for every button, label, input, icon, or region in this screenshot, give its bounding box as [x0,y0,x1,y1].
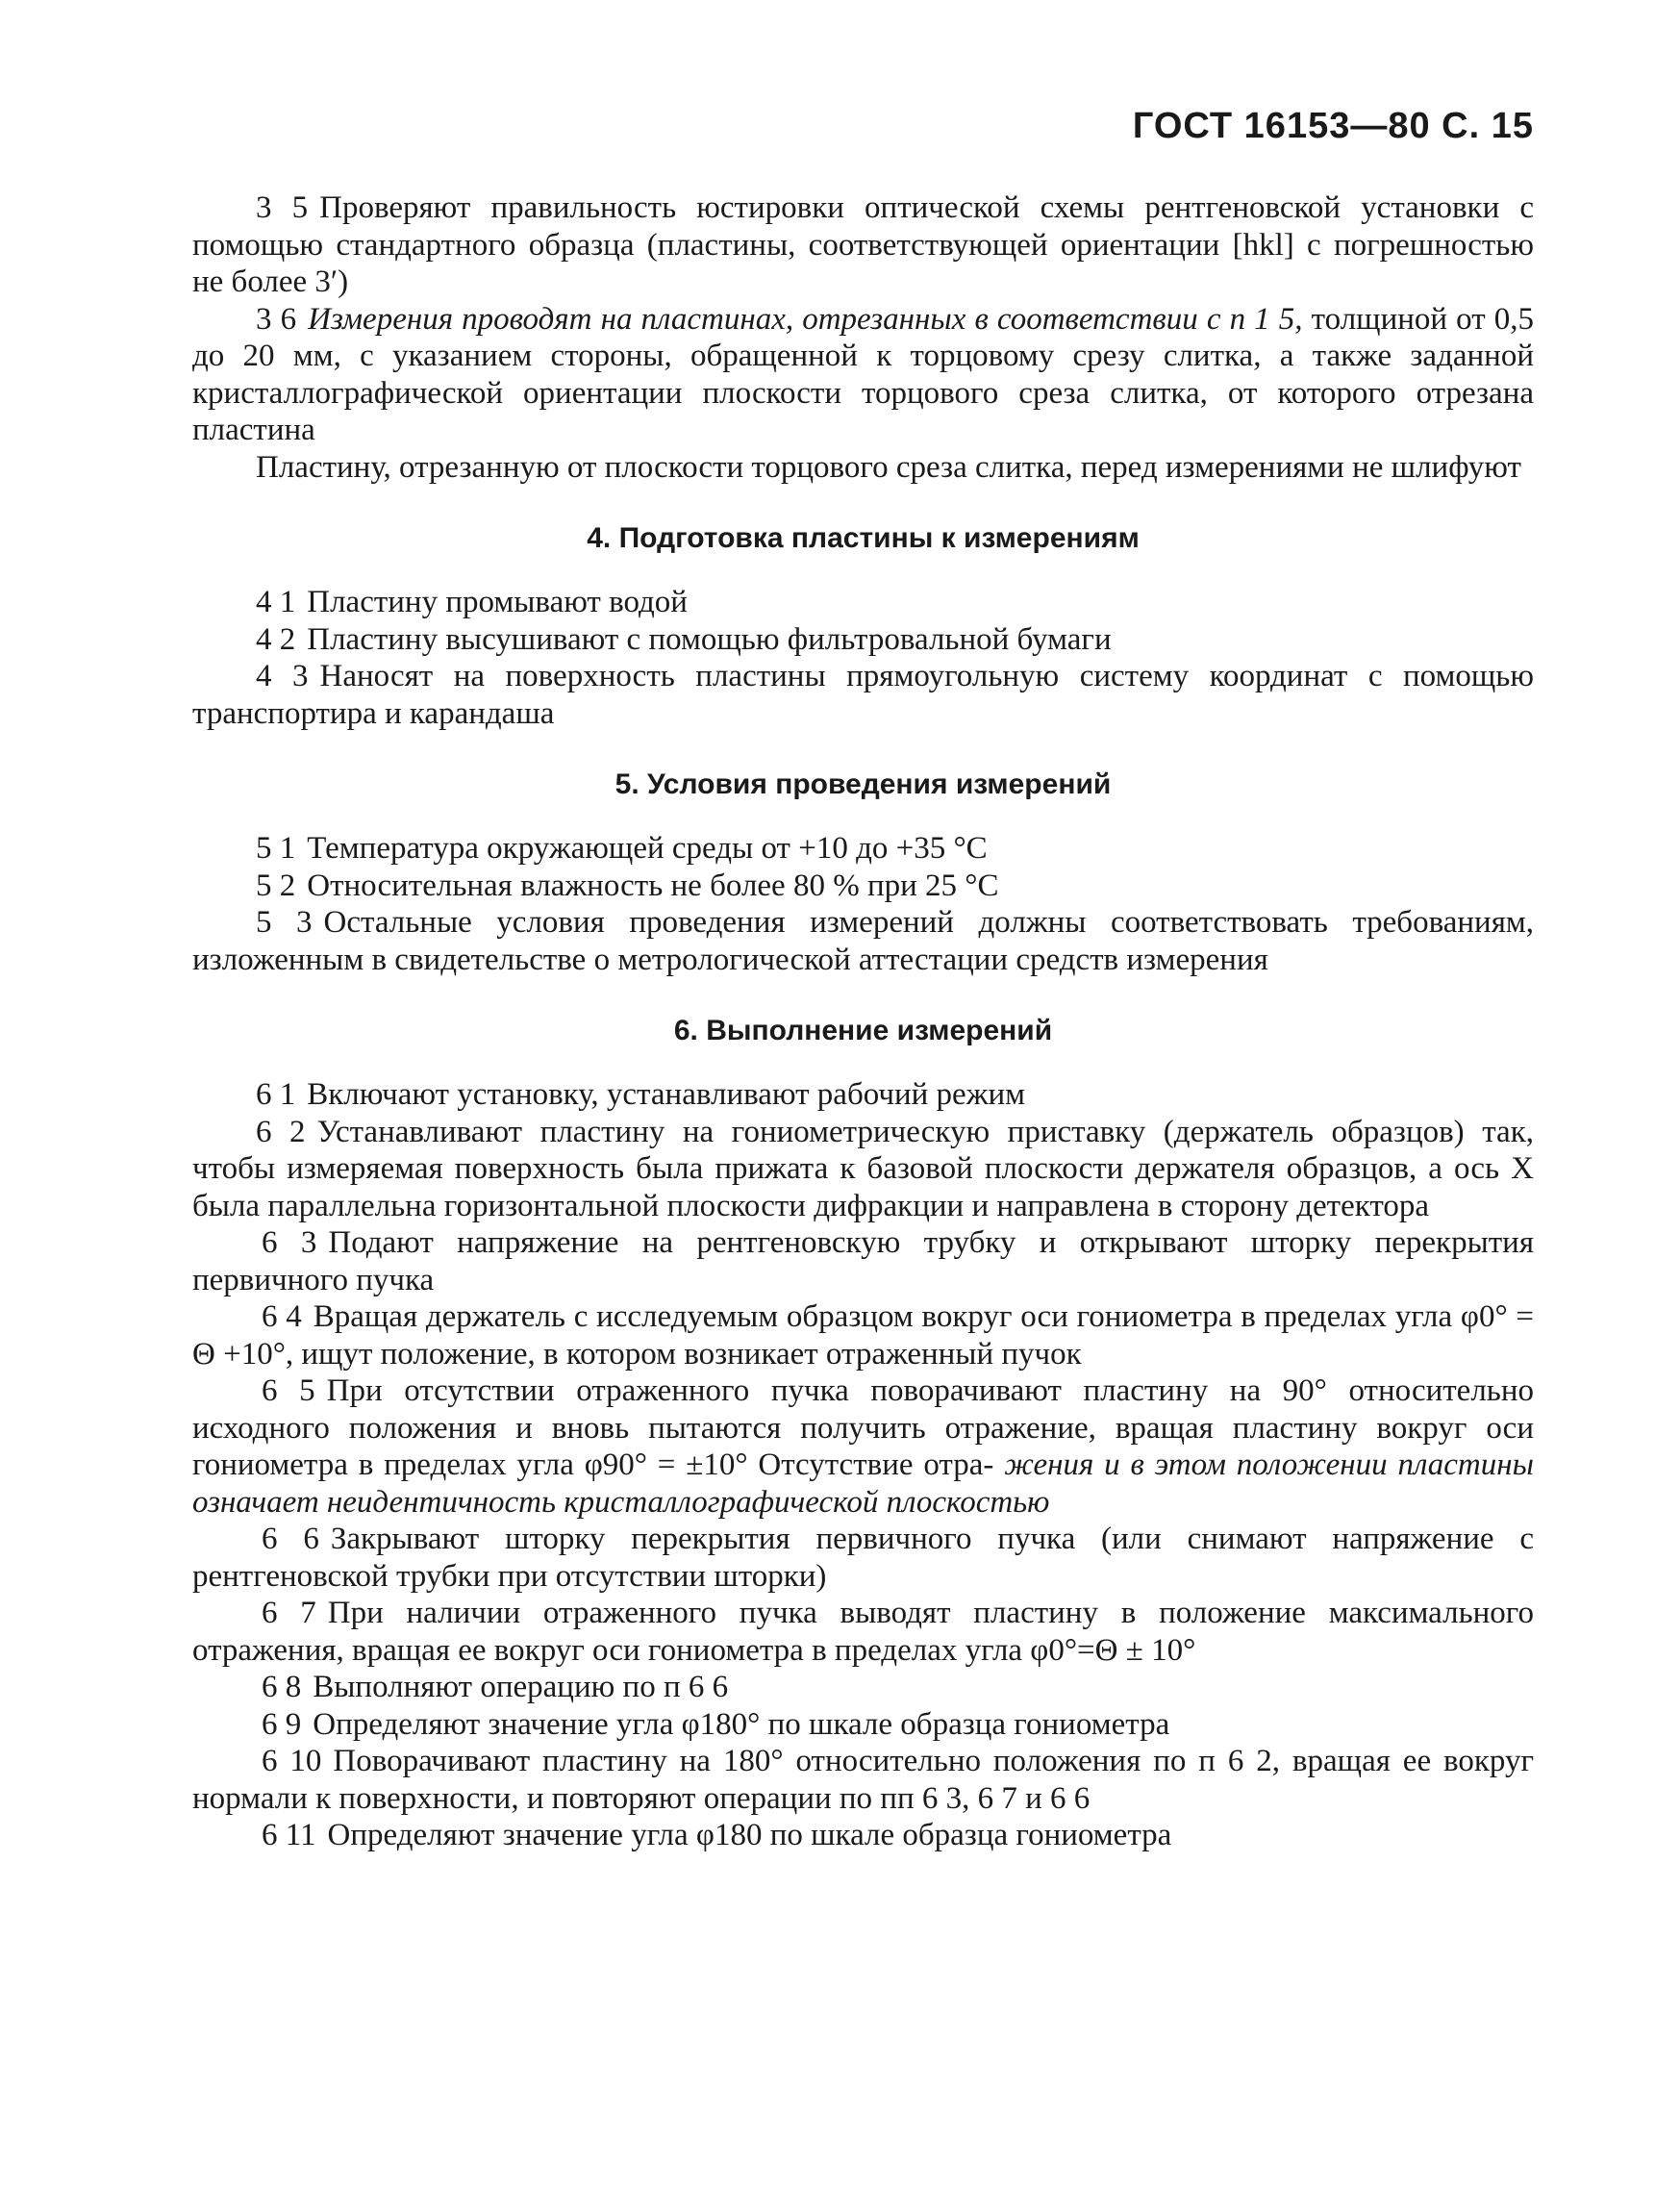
clause-number: 6 5 [262,1373,315,1408]
paragraph-4-3 [192,658,1534,732]
clause-number: 6 11 [262,1818,316,1852]
section-6-title: 6. Выполнение измерений [673,1015,1053,1046]
clause-text: Остальные условия проведения измерений должны соответствовать требованиям, изложенным в свидетельстве о метрологической аттестации средств измерения [192,905,1535,977]
paragraph-6-2 [192,1114,1534,1225]
clause-number: 6 3 [262,1225,317,1260]
clause-text: Пластину высушивают с помощью фильтровальной бумаги [307,621,1112,657]
paragraph-6-1 [192,1076,1534,1114]
clause-number: 6 2 [256,1114,306,1149]
paragraph-5-2 [192,868,1534,905]
clause-text: При отсутствии отраженного пучка поворачивают пластину на 90° относительно исходного положения и вновь пытаются получить отражение, вращая пластину вокруг оси гониометра в пределах угла φ90° = ±10° Отсутствие отра- [192,1373,1535,1482]
clause-text: Относительная влажность не более 80 % при 25 °С [307,868,999,903]
clause-number: 6 1 [256,1077,296,1112]
paragraph-6-10 [192,1743,1534,1817]
document-page [192,106,1534,1854]
clause-number: 5 2 [256,868,296,903]
clause-text: Подают напряжение на рентгеновскую трубку и открывают шторку перекрытия первичного пучка [192,1225,1534,1297]
clause-number: 4 3 [256,659,309,693]
clause-number: 3 6 [256,301,297,337]
paragraph-3-6b: Пластину, отрезанную от плоскости торцового среза слитка, перед измерениями не шлифуют [256,449,1521,485]
paragraph-3-6 [192,301,1534,449]
clause-text: Температура окружающей среды от +10 до +35 °С [307,831,988,866]
clause-number: 6 4 [262,1299,302,1334]
paragraph-6-9 [192,1706,1534,1744]
clause-text: Выполняют операцию по п 6 6 [313,1670,729,1704]
clause-text-italic: жения и в этом положении пластины означает неидентичность кристаллографической плоскостью [192,1447,1534,1520]
clause-text: Проверяют правильность юстировки оптической схемы рентгеновской установки с помощью стандартного образца (пластины, соответствующей ориентации [hkl] с погрешностью не более 3′) [192,190,1535,299]
clause-number: 6 8 [262,1670,302,1704]
paragraph-6-8 [192,1669,1534,1706]
clause-number: 6 6 [262,1522,319,1556]
clause-text: Определяют значение угла φ180 по шкале образца гониометра [327,1818,1172,1852]
paragraph-3-5 [192,189,1534,301]
clause-text: Наносят на поверхность пластины прямоугольную систему координат с помощью транспортира и карандаша [192,659,1535,731]
clause-text: Поворачивают пластину на 180° относительно положения по п 6 2, вращая ее вокруг нормали к поверхности, и повторяют операции по пп 6 3, 6 7 и 6 6 [192,1744,1535,1816]
clause-text: Устанавливают пластину на гониометрическую приставку (держатель образцов) так, чтобы измеряемая поверхность была прижата к базовой плоскости держателя образцов, а ось X была параллельна горизонтальной плоскости дифракции и направлена в сторону детектора [192,1114,1534,1223]
clause-text: Включают установку, устанавливают рабочий режим [307,1077,1026,1112]
clause-number: 4 2 [256,621,296,657]
paragraph-6-4 [192,1298,1534,1372]
clause-number: 3 5 [256,190,309,225]
paragraph-4-2 [192,621,1534,659]
clause-text: При наличии отраженного пучка выводят пластину в положение максимального отражения, вращая ее вокруг оси гониометра в пределах угла φ0°=Θ ± 10° [192,1596,1534,1668]
clause-text: Закрывают шторку перекрытия первичного пучка (или снимают напряжение с рентгеновской трубки при отсутствии шторки) [192,1522,1534,1594]
section-5-title: 5. Условия проведения измерений [614,768,1112,800]
paragraph-6-11 [192,1817,1534,1854]
clause-number: 4 1 [256,585,296,619]
clause-text-italic: Измерения проводят на пластинах, отрезанных в соответствии с п 1 5, [308,301,1303,337]
clause-number: 5 3 [256,905,313,940]
paragraph-5-3 [192,904,1534,978]
clause-text: Определяют значение угла φ180° по шкале образца гониометра [313,1706,1170,1742]
clause-number: 6 7 [262,1596,316,1630]
clause-number: 6 10 [262,1744,322,1778]
paragraph-4-1 [192,584,1534,621]
paragraph-6-3 [192,1224,1534,1298]
clause-number: 5 1 [256,831,296,866]
paragraph-5-1 [192,830,1534,868]
paragraph-6-5 [192,1372,1534,1521]
clause-text: Вращая держатель с исследуемым образцом вокруг оси гониометра в пределах угла φ0° = Θ +10°, ищут положение, в котором возникает отраженный пучок [192,1299,1534,1372]
clause-text: толщиной от 0,5 до 20 мм, с указанием стороны, обращенной к торцовому срезу слитка, а также заданной кристаллографической ориентации плоскости торцового среза слитка, от которого отрезана пластина [192,301,1535,447]
clause-number: 6 9 [262,1706,302,1742]
clause-text: Пластину промывают водой [307,585,688,619]
paragraph-6-7 [192,1595,1534,1669]
section-4-title: 4. Подготовка пластины к измерениям [587,522,1140,554]
paragraph-6-6 [192,1521,1534,1595]
page-header: ГОСТ 16153—80 С. 15 [1132,106,1534,146]
